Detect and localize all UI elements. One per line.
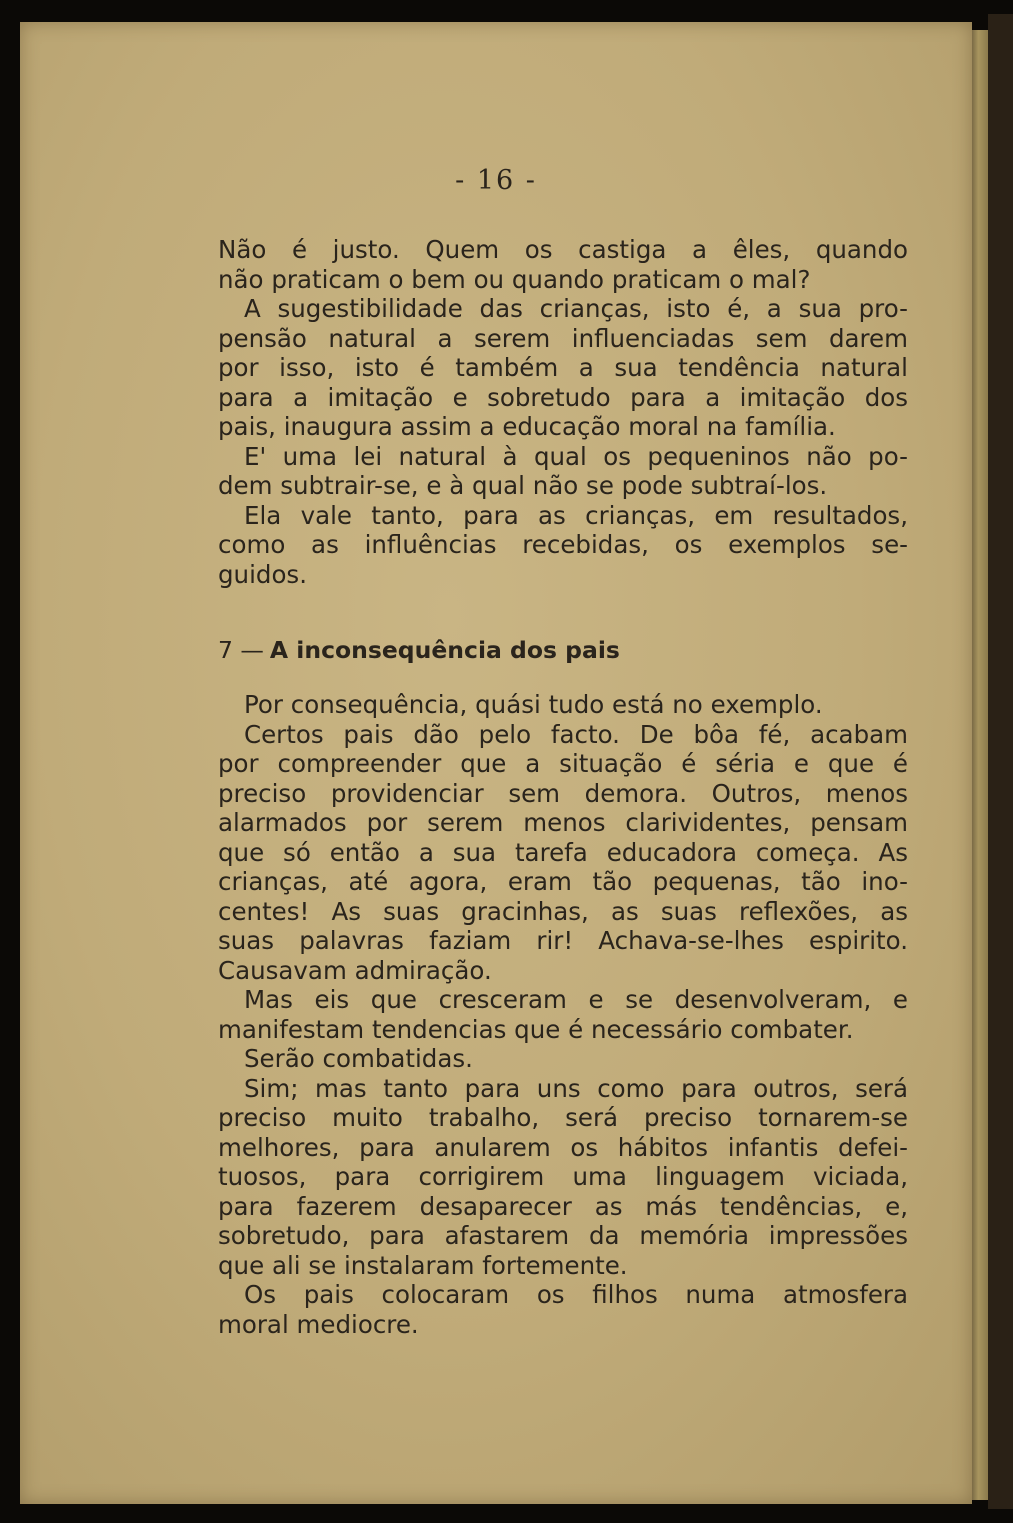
- text-line: pais, inaugura assim a educação moral na família.: [218, 412, 836, 441]
- text-line: que ali se instalaram fortemente.: [218, 1250, 628, 1280]
- text-line: Os pais colocaram os filhos numa atmosfera: [244, 1280, 908, 1309]
- section-heading: [218, 636, 620, 664]
- text-block-top: [218, 235, 908, 589]
- text-line: por isso, isto é também a sua tendência natural: [218, 353, 908, 382]
- text-line: E' uma lei natural à qual os pequeninos não po-: [244, 441, 908, 471]
- section-title: A inconsequência dos pais: [269, 636, 620, 664]
- text-line: Serão combatidas.: [244, 1044, 473, 1073]
- text-line: pensão natural a serem influenciadas sem darem: [218, 323, 908, 353]
- text-line: moral mediocre.: [218, 1309, 419, 1339]
- text-line: Causavam admiração.: [218, 955, 492, 985]
- text-line: preciso providenciar sem demora. Outros, menos: [218, 778, 908, 808]
- text-line: Não é justo. Quem os castiga a êles, quando: [218, 235, 908, 264]
- text-line: manifestam tendencias que é necessário combater.: [218, 1014, 854, 1044]
- text-line: que só então a sua tarefa educadora começa. As: [218, 837, 908, 867]
- text-line: A sugestibilidade das crianças, isto é, a sua pro-: [244, 294, 908, 323]
- text-line: sobretudo, para afastarem da memória impressões: [218, 1221, 908, 1250]
- text-line: Por consequência, quási tudo está no exemplo.: [244, 690, 823, 719]
- text-block-bottom: [218, 690, 908, 1339]
- text-line: Mas eis que cresceram e se desenvolveram, e: [244, 985, 908, 1014]
- text-line: preciso muito trabalho, será preciso tornarem-se: [218, 1103, 908, 1132]
- page-edge: [972, 30, 988, 1500]
- text-line: Certos pais dão pelo facto. De bôa fé, acabam: [244, 719, 908, 749]
- text-line: Ela vale tanto, para as crianças, em resultados,: [244, 500, 908, 530]
- text-line: guidos.: [218, 559, 307, 589]
- section-number: 7 —: [218, 636, 264, 664]
- text-line: Sim; mas tanto para uns como para outros, será: [244, 1073, 908, 1103]
- text-line: crianças, até agora, eram tão pequenas, tão ino-: [218, 867, 908, 896]
- page-number: - 16 -: [455, 165, 537, 196]
- text-line: centes! As suas gracinhas, as suas reflexões, as: [218, 896, 908, 926]
- text-line: alarmados por serem menos clarividentes, pensam: [218, 808, 908, 837]
- text-line: como as influências recebidas, os exemplos se-: [218, 530, 908, 559]
- text-line: para a imitação e sobretudo para a imitação dos: [218, 382, 908, 412]
- text-line: suas palavras faziam rir! Achava-se-lhes espirito.: [218, 926, 908, 955]
- text-line: para fazerem desaparecer as más tendências, e,: [218, 1191, 908, 1221]
- text-line: melhores, para anularem os hábitos infantis defei-: [218, 1132, 908, 1162]
- book-page: [20, 22, 972, 1504]
- text-line: tuosos, para corrigirem uma linguagem viciada,: [218, 1162, 908, 1191]
- book-spine: [988, 14, 1013, 1509]
- text-line: não praticam o bem ou quando praticam o mal?: [218, 264, 811, 294]
- text-line: dem subtrair-se, e à qual não se pode subtraí-los.: [218, 471, 828, 500]
- text-line: por compreender que a situação é séria e que é: [218, 749, 908, 778]
